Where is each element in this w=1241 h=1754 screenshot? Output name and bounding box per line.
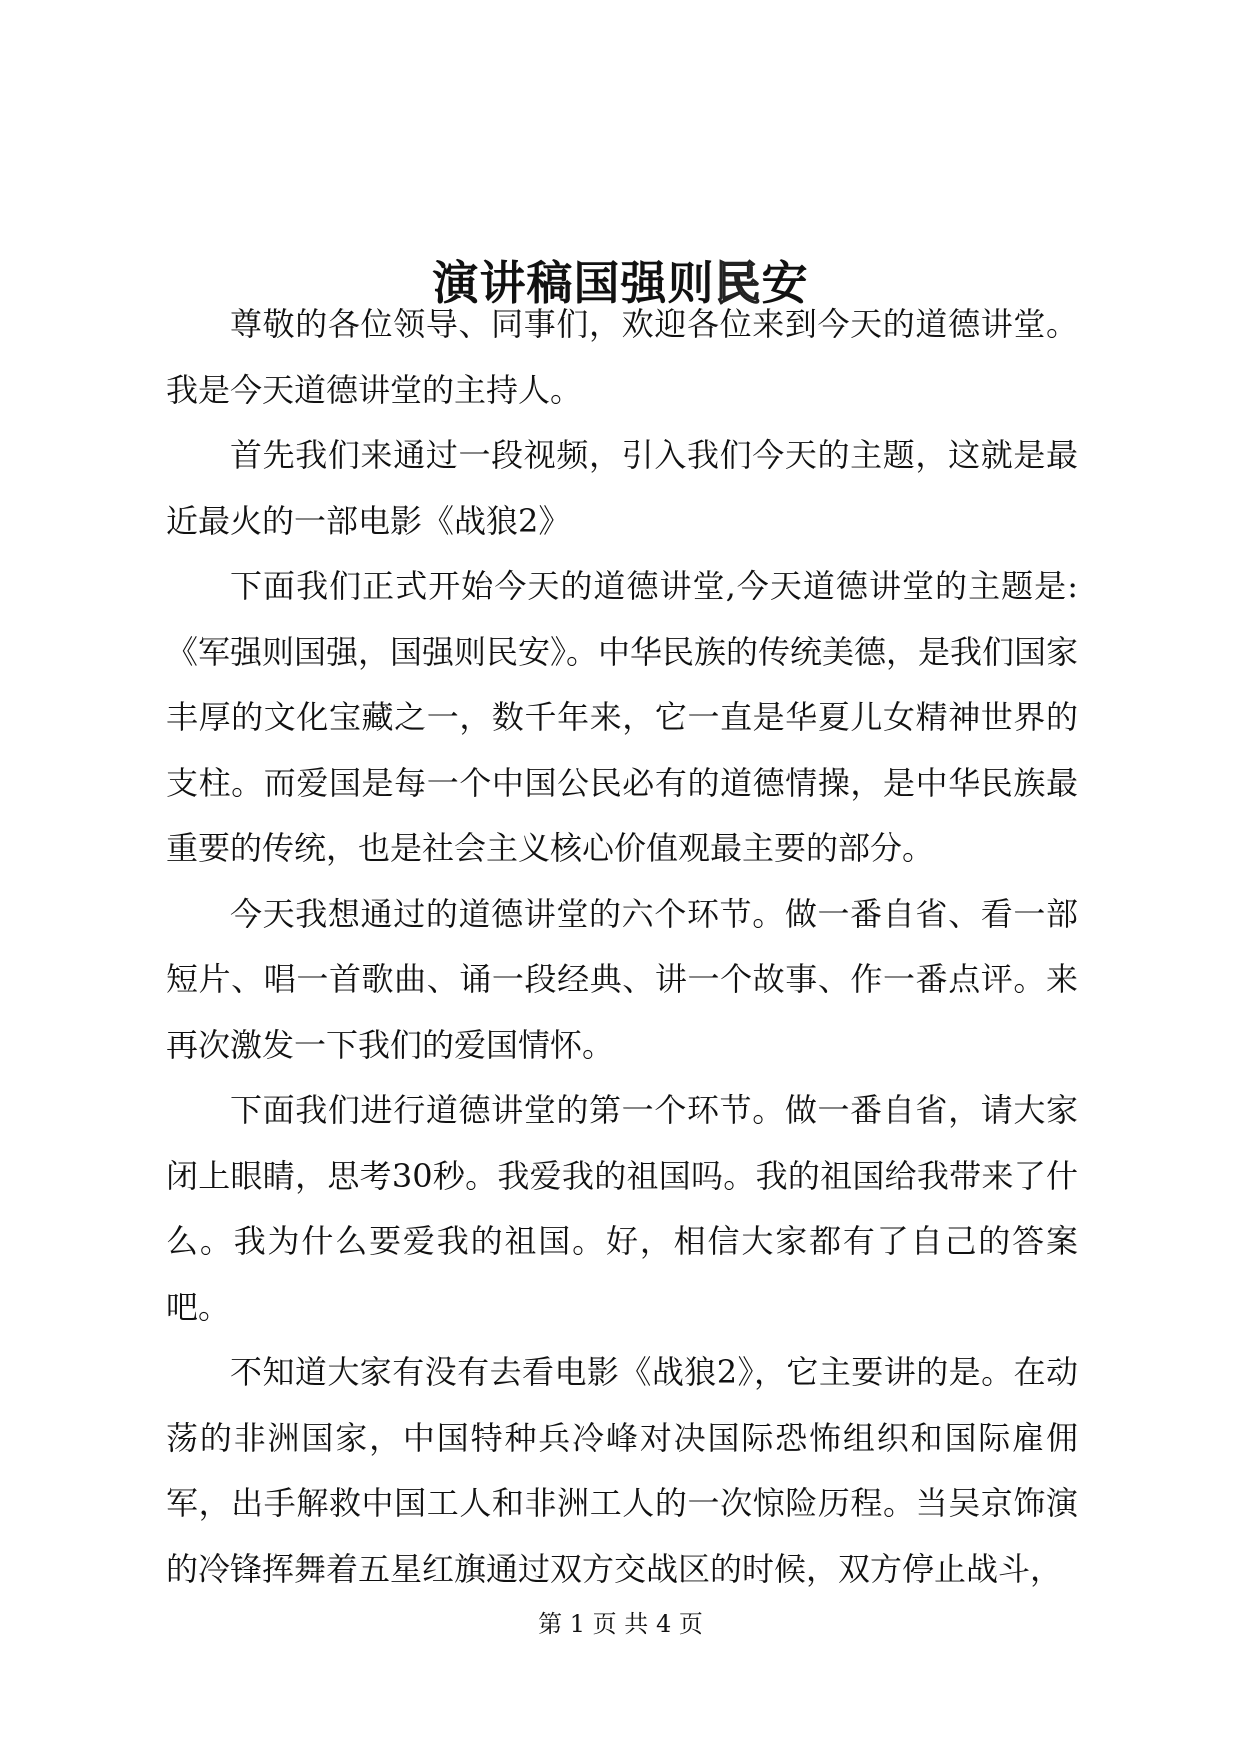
paragraph-self-reflection: 下面我们进行道德讲堂的第一个环节。做一番自省，请大家闭上眼睛，思考30秒。我爱我的祖国吗。我的祖国给我带来了什么。我为什么要爱我的祖国。好，相信大家都有了自己的答案吧。: [166, 1091, 1078, 1326]
title-main-text: 演讲稿国强则: [432, 255, 715, 310]
page-number-footer: 第 1 页 共 4 页: [538, 1610, 703, 1638]
paragraph-video-intro: 首先我们来通过一段视频，引入我们今天的主题，这就是最近最火的一部电影《战狼2》: [166, 436, 1078, 540]
paragraph-film-story: 不知道大家有没有去看电影《战狼2》，它主要讲的是。在动荡的非洲国家，中国特种兵冷峰对决国际恐怖组织和国际雇佣军，出手解救中国工人和非洲工人的一次惊险历程。当吴京饰演的冷锋挥舞着五星红旗通过双方交战区的时候，双方停止战斗，: [166, 1353, 1078, 1588]
document-body: [166, 292, 1078, 1602]
title-outlined-character: 民: [714, 255, 762, 310]
paragraph-greeting: 尊敬的各位领导、同事们，欢迎各位来到今天的道德讲堂。我是今天道德讲堂的主持人。: [166, 305, 1078, 409]
title-end-text: 安: [761, 255, 809, 310]
paragraph-theme: 下面我们正式开始今天的道德讲堂,今天道德讲堂的主题是:《军强则国强，国强则民安》。中华民族的传统美德，是我们国家丰厚的文化宝藏之一，数千年来，它一直是华夏儿女精神世界的支柱。而爱国是每一个中国公民必有的道德情操，是中华民族最重要的传统，也是社会主义核心价值观最主要的部分。: [166, 567, 1079, 867]
paragraph-six-sections: 今天我想通过的道德讲堂的六个环节。做一番自省、看一部短片、唱一首歌曲、诵一段经典、讲一个故事、作一番点评。来再次激发一下我们的爱国情怀。: [166, 894, 1078, 1064]
